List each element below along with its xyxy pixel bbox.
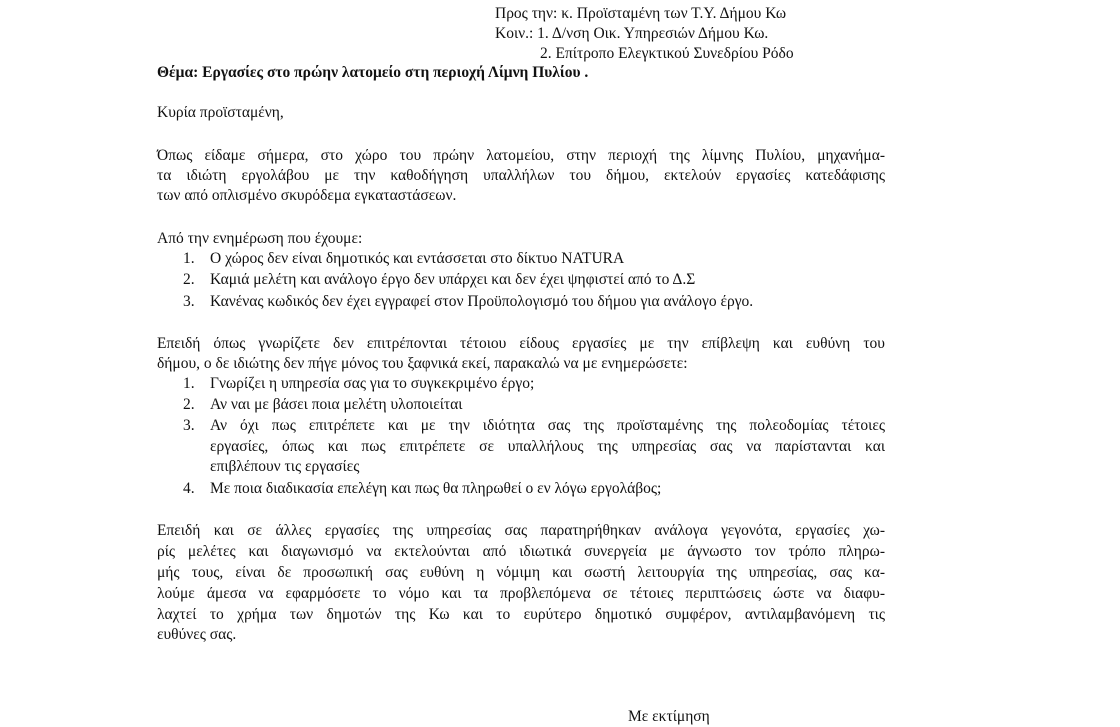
list1-number: 3. <box>183 293 195 310</box>
paragraph-1-line-1: Όπως είδαμε σήμερα, στο χώρο του πρώην λατομείου, στην περιοχή της λίμνης Πυλίου, μηχανήμα- <box>157 147 885 164</box>
list1-item: Κανένας κωδικός δεν έχει εγγραφεί στον Προϋπολογισμό του δήμου για ανάλογο έργο. <box>210 293 754 310</box>
list2-item-line: εργασίες, όπως και πως επιτρέπετε σε υπαλλήλους της υπηρεσίας σας να παρίστανται και <box>210 438 885 455</box>
list2-item: Με ποια διαδικασία επελέγη και πως θα πληρωθεί ο εν λόγω εργολάβος; <box>210 480 662 497</box>
paragraph-3-line-1: Επειδή όπως γνωρίζετε δεν επιτρέπονται τέτοιου είδους εργασίες με την επίβλεψη και ευθύνη του <box>157 335 885 352</box>
list2-item: Γνωρίζει η υπηρεσία σας για το συγκεκριμένο έργο; <box>210 375 535 392</box>
subject-line: Θέμα: Εργασίες στο πρώην λατομείο στη περιοχή Λίμνη Πυλίου . <box>157 64 589 81</box>
paragraph-3-line-2: δήμου, ο δε ιδιώτης δεν πήγε μόνος του ξαφνικά εκεί, παρακαλώ να με ενημερώσετε: <box>157 355 688 372</box>
cc-line-1: Κοιν.: 1. Δ/νση Οικ. Υπηρεσιών Δήμου Κω. <box>495 25 769 42</box>
salutation: Κυρία προϊσταμένη, <box>157 104 284 121</box>
paragraph-4-line-6: ευθύνες σας. <box>157 626 237 643</box>
list2-item-line: Αν όχι πως επιτρέπετε και με την ιδιότητα σας της προϊσταμένης της πολεοδομίας τέτοιες <box>210 417 885 434</box>
paragraph-1-line-3: των από οπλισμένο σκυρόδεμα εγκαταστάσεων. <box>157 187 457 204</box>
list1-number: 2. <box>183 271 195 288</box>
list2-number: 2. <box>183 396 195 413</box>
list1-number: 1. <box>183 250 195 267</box>
paragraph-1-line-2: τα ιδιώτη εργολάβου με την καθοδήγηση υπαλλήλων του δήμου, εκτελούν εργασίες κατεδάφισης <box>157 167 885 184</box>
list2-number: 4. <box>183 480 195 497</box>
list2-item-line: επιβλέπουν τις εργασίες <box>210 458 360 475</box>
paragraph-4-line-4: λούμε άμεσα να εφαρμόσετε το νόμο και τα προβλεπόμενα σε τέτοιες περιπτώσεις ώστε να διαφυ- <box>157 585 885 602</box>
paragraph-4-line-2: ρίς μελέτες και διαγωνισμό να εκτελούνται από ιδιωτικά συνεργεία με άγνωστο τον τρόπο πληρω- <box>157 543 885 560</box>
paragraph-4-line-3: μής τους, είναι δε προσωπική σας ευθύνη η νόμιμη και σωστή λειτουργία της υπηρεσίας, σας κα- <box>157 564 885 581</box>
list1-item: Καμιά μελέτη και ανάλογο έργο δεν υπάρχει και δεν έχει ψηφιστεί από το Δ.Σ <box>210 271 696 288</box>
list1-item: Ο χώρος δεν είναι δημοτικός και εντάσσεται στο δίκτυο NATURA <box>210 250 625 267</box>
list2-number: 1. <box>183 375 195 392</box>
recipient-line: Προς την: κ. Προϊσταμένη των Τ.Υ. Δήμου Κω <box>495 5 787 22</box>
list2-item: Αν ναι με βάσει ποια μελέτη υλοποιείται <box>210 396 463 413</box>
closing-text: Με εκτίμηση <box>628 708 710 725</box>
paragraph-4-line-1: Επειδή και σε άλλες εργασίες της υπηρεσίας σας παρατηρήθηκαν ανάλογα γεγονότα, εργασίες χω- <box>157 522 885 539</box>
list2-number: 3. <box>183 417 195 434</box>
paragraph-4-line-5: λαχτεί το χρήμα των δημοτών της Κω και το ευρύτερο δημοτικό συμφέρον, αντιλαμβανόμενη τις <box>157 606 885 623</box>
information-intro: Από την ενημέρωση που έχουμε: <box>157 230 363 247</box>
cc-line-2: 2. Επίτροπο Ελεγκτικού Συνεδρίου Ρόδο <box>540 45 794 62</box>
